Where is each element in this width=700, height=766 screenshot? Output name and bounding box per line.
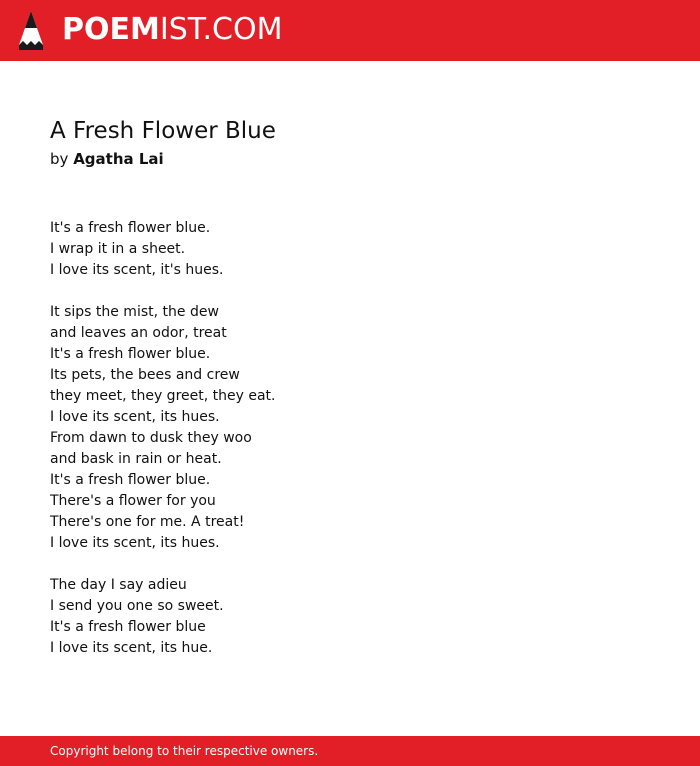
logo-bold-text: POEM xyxy=(62,12,160,47)
poem-line: It's a fresh flower blue xyxy=(50,619,206,635)
poem-line: and leaves an odor, treat xyxy=(50,325,227,341)
stanza xyxy=(50,218,650,281)
poem-line: I love its scent, its hue. xyxy=(50,640,213,656)
author-name: Agatha Lai xyxy=(73,150,164,168)
poem-line: It's a fresh flower blue. xyxy=(50,472,211,488)
stanza xyxy=(50,575,650,659)
logo-light-text: IST.COM xyxy=(159,12,283,47)
poem-line: Its pets, the bees and crew xyxy=(50,367,240,383)
poem-line: I love its scent, its hues. xyxy=(50,409,220,425)
poem-line: It's a fresh flower blue. xyxy=(50,220,211,236)
site-logo[interactable] xyxy=(62,12,282,48)
copyright-notice: Copyright belong to their respective owners. xyxy=(50,744,319,758)
poem-line: I love its scent, it's hues. xyxy=(50,262,224,278)
poem-line: It sips the mist, the dew xyxy=(50,304,219,320)
poem-title: A Fresh Flower Blue xyxy=(50,118,276,144)
poem-line: and bask in rain or heat. xyxy=(50,451,222,467)
byline xyxy=(50,148,164,170)
by-label: by xyxy=(50,150,69,168)
poem-line: I wrap it in a sheet. xyxy=(50,241,186,257)
poem-line: I send you one so sweet. xyxy=(50,598,224,614)
site-header xyxy=(0,0,700,61)
poem-line: The day I say adieu xyxy=(50,577,187,593)
poem-body xyxy=(50,218,650,680)
pencil-tip-logo-icon[interactable] xyxy=(18,10,44,52)
stanza xyxy=(50,302,650,554)
site-footer xyxy=(0,736,700,766)
poem-line: It's a fresh flower blue. xyxy=(50,346,211,362)
poem-line: From dawn to dusk they woo xyxy=(50,430,252,446)
poem-line: There's a flower for you xyxy=(50,493,216,509)
poem-line: I love its scent, its hues. xyxy=(50,535,220,551)
poem-line: they meet, they greet, they eat. xyxy=(50,388,276,404)
poem-line: There's one for me. A treat! xyxy=(50,514,245,530)
